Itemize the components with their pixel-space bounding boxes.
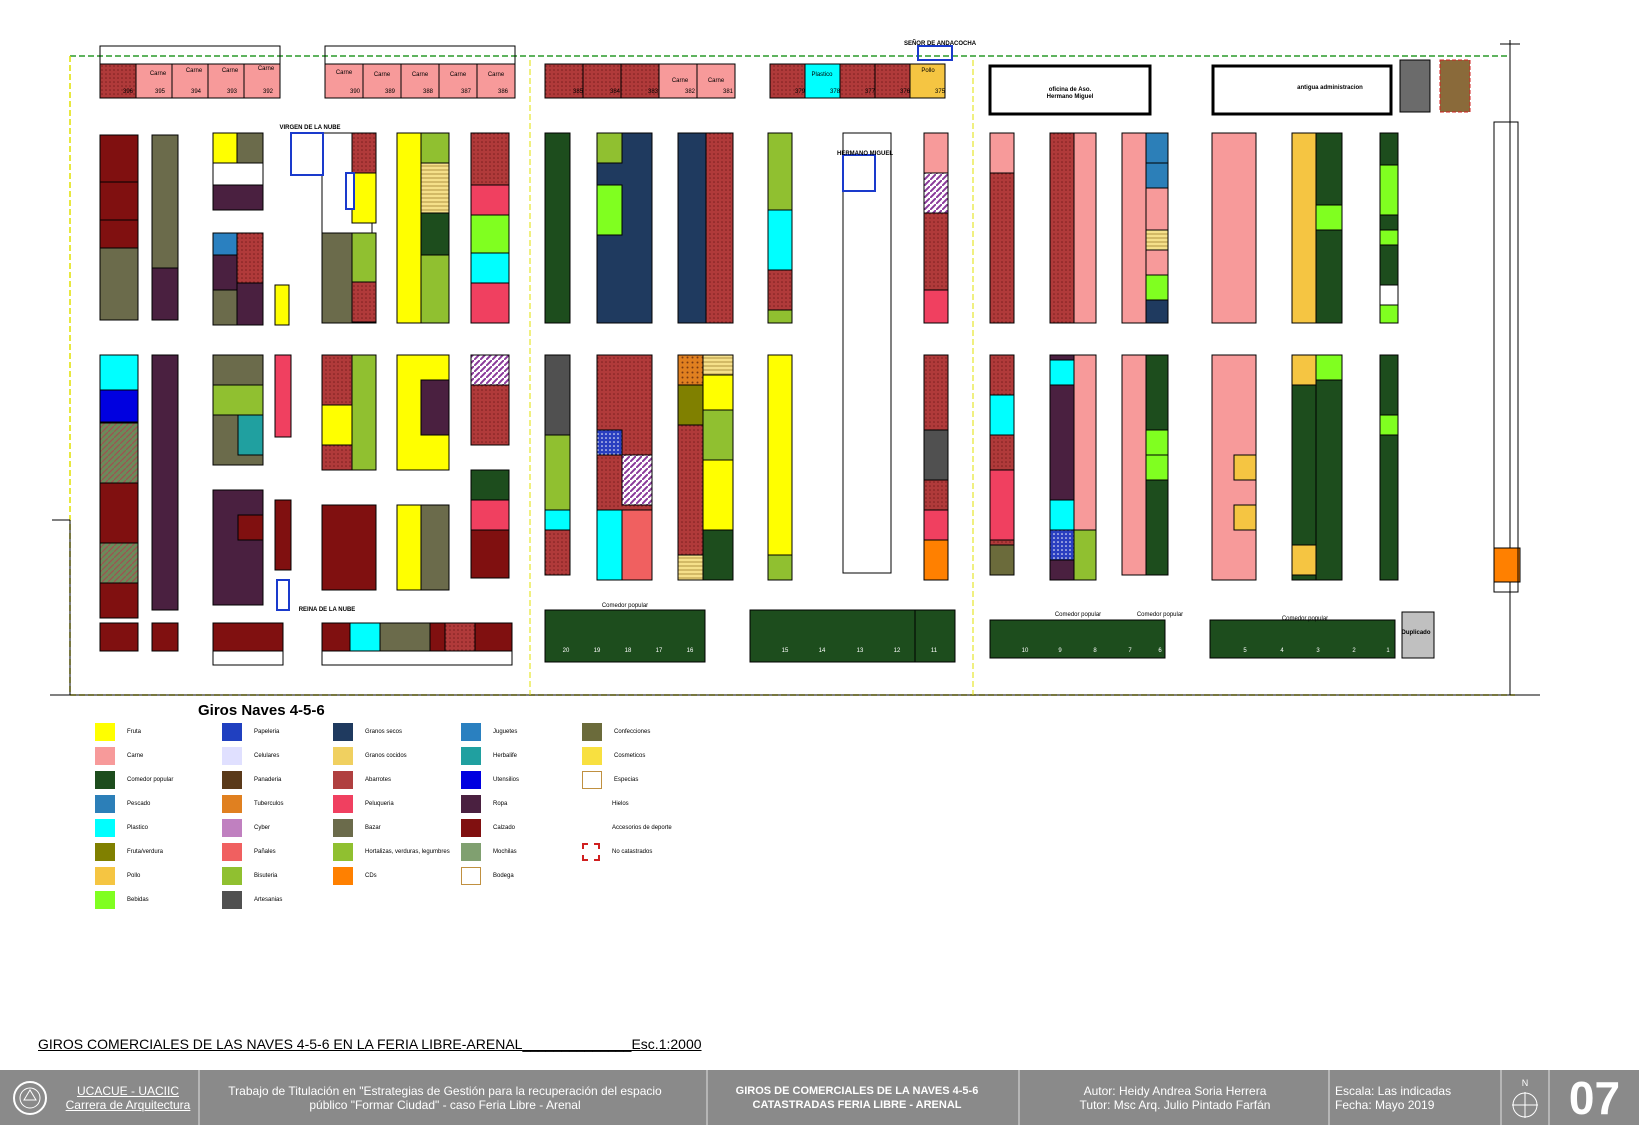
university-link[interactable]: UCACUE - UACIIC — [76, 1083, 179, 1098]
svg-text:376: 376 — [899, 89, 911, 95]
legend-item — [461, 818, 515, 838]
svg-text:375: 375 — [934, 89, 946, 95]
svg-text:SEÑOR DE ANDACOCHA: SEÑOR DE ANDACOCHA — [903, 41, 977, 47]
legend-item — [95, 746, 143, 766]
svg-text:386: 386 — [497, 89, 509, 95]
legend-item — [333, 842, 450, 862]
svg-text:387: 387 — [460, 89, 472, 95]
legend-label: CDs — [365, 873, 377, 879]
legend-item — [461, 722, 517, 742]
legend-label: Cosmeticos — [614, 753, 646, 759]
career-link[interactable]: Carrera de Arquitectura — [65, 1097, 191, 1112]
legend-swatch — [222, 795, 242, 813]
legend-swatch — [95, 723, 115, 741]
legend-label: Juguetes — [493, 729, 518, 735]
svg-text:Plastico: Plastico — [811, 72, 833, 78]
svg-text:Carne: Carne — [449, 72, 467, 78]
svg-text:Carne: Carne — [185, 68, 203, 74]
stall-8: 8 — [1093, 648, 1097, 654]
svg-text:388: 388 — [422, 89, 434, 95]
stall-1: 1 — [1386, 648, 1390, 654]
legend-swatch — [582, 820, 600, 836]
stall-5: 5 — [1243, 648, 1247, 654]
stall-20: 20 — [562, 648, 570, 654]
legend-swatch — [333, 819, 353, 837]
svg-text:382: 382 — [684, 89, 696, 95]
svg-text:Carne: Carne — [373, 72, 391, 78]
legend-label: Ropa — [493, 801, 508, 807]
legend-swatch — [95, 795, 115, 813]
legend-item — [461, 770, 519, 790]
legend-swatch — [95, 891, 115, 909]
svg-text:Hermano Miguel: Hermano Miguel — [1046, 94, 1094, 100]
svg-text:377: 377 — [864, 89, 876, 95]
legend-swatch — [333, 747, 353, 765]
legend-item — [461, 794, 507, 814]
legend-label: Cyber — [254, 825, 271, 831]
authors — [1030, 1070, 1320, 1125]
nave-5-stalls — [545, 133, 955, 662]
legend-label: Carne — [127, 753, 144, 759]
legend-label: Fruta/verdura — [127, 849, 164, 855]
legend-item — [222, 842, 276, 862]
legend-label: Papeleria — [254, 729, 280, 735]
legend-label: Bazar — [365, 825, 381, 831]
svg-text:385: 385 — [572, 89, 584, 95]
legend-item — [582, 770, 638, 790]
legend-label: Bebidas — [127, 897, 149, 903]
svg-text:Carne: Carne — [221, 68, 239, 74]
svg-text:Carne: Carne — [487, 72, 505, 78]
legend-swatch — [333, 723, 353, 741]
stall-18: 18 — [624, 648, 632, 654]
svg-text:394: 394 — [190, 89, 202, 95]
legend-item — [582, 794, 629, 814]
legend-swatch — [222, 843, 242, 861]
stall-9: 9 — [1058, 648, 1062, 654]
svg-text:Carne: Carne — [257, 66, 275, 72]
label-duplicado: Duplicado — [1401, 630, 1431, 636]
north-label: N — [1521, 1077, 1529, 1088]
top-row-stalls — [100, 40, 977, 98]
svg-text:389: 389 — [384, 89, 396, 95]
legend-swatch — [461, 723, 481, 741]
legend-label: Especias — [614, 777, 639, 783]
stall-11: 11 — [930, 648, 938, 654]
legend-swatch — [582, 843, 600, 861]
legend-label: Granos secos — [365, 729, 403, 735]
label-reina: REINA DE LA NUBE — [298, 607, 356, 613]
legend-item — [95, 842, 163, 862]
legend-item — [95, 818, 148, 838]
legend-item — [222, 818, 270, 838]
svg-text:Carne: Carne — [149, 71, 167, 77]
legend-label: Pescado — [127, 801, 151, 807]
legend-item — [95, 866, 140, 886]
stall-17: 17 — [655, 648, 663, 654]
legend-label: Utensilios — [493, 777, 520, 783]
legend-label: Panaderia — [254, 777, 282, 783]
svg-text:Carne: Carne — [411, 72, 429, 78]
legend-item — [461, 746, 517, 766]
legend-label: Bodega — [493, 873, 514, 879]
legend-swatch — [222, 747, 242, 765]
legend-label: Calzado — [493, 825, 516, 831]
legend-swatch — [222, 867, 242, 885]
legend-swatch — [461, 747, 481, 765]
legend-label: Comedor popular — [127, 777, 174, 783]
svg-text:Carne: Carne — [335, 70, 353, 76]
caption-title: GIROS COMERCIALES DE LAS NAVES 4-5-6 EN LA FERIA LIBRE-ARENAL — [38, 1036, 523, 1052]
legend-item — [222, 794, 283, 814]
legend-label: Herbalife — [493, 753, 518, 759]
svg-text:390: 390 — [349, 89, 361, 95]
legend-item — [222, 746, 279, 766]
legend-label: Hortalizas, verduras, legumbres — [365, 849, 450, 855]
legend-swatch — [222, 723, 242, 741]
legend-swatch — [582, 747, 602, 765]
tutor: Tutor: Msc Arq. Julio Pintado Farfán — [1079, 1097, 1271, 1112]
legend-label: Accesorios de deporte — [612, 825, 672, 831]
nave-4-lower-stalls — [100, 355, 512, 665]
legend-swatch — [461, 819, 481, 837]
svg-text:383: 383 — [647, 89, 659, 95]
legend-item — [333, 866, 377, 886]
stall-19: 19 — [593, 648, 601, 654]
nave-6-stalls — [990, 122, 1520, 658]
svg-text:378: 378 — [829, 89, 841, 95]
legend-label: Bisuteria — [254, 873, 278, 879]
svg-text:392: 392 — [262, 89, 274, 95]
legend-swatch — [333, 771, 353, 789]
label-comedor-4: Comedor popular — [1281, 616, 1329, 622]
legend-title: Giros Naves 4-5-6 — [198, 702, 325, 719]
legend-item — [582, 842, 652, 862]
label-hermano: HERMANO MIGUEL — [837, 151, 893, 157]
legend-swatch — [461, 795, 481, 813]
legend-item — [95, 794, 150, 814]
legend-label: Peluqueria — [365, 801, 394, 807]
stall-2: 2 — [1352, 648, 1356, 654]
legend-swatch — [461, 771, 481, 789]
legend-item — [582, 818, 672, 838]
legend-item — [582, 722, 650, 742]
legend-swatch — [461, 867, 481, 885]
date-text: Fecha: Mayo 2019 — [1335, 1097, 1435, 1112]
legend-label: Plastico — [127, 825, 149, 831]
legend-swatch — [582, 796, 600, 812]
stall-16: 16 — [686, 648, 694, 654]
svg-text:393: 393 — [226, 89, 238, 95]
legend-item — [333, 818, 381, 838]
svg-text:395: 395 — [154, 89, 166, 95]
legend-item — [582, 746, 645, 766]
stall-7: 7 — [1128, 648, 1132, 654]
stall-12: 12 — [893, 648, 901, 654]
legend-swatch — [333, 843, 353, 861]
plan-text — [279, 125, 1430, 636]
legend-label: Abarrotes — [365, 777, 392, 783]
author: Autor: Heidy Andrea Soria Herrera — [1083, 1083, 1267, 1098]
legend-item — [333, 746, 407, 766]
svg-text:antigua administracion: antigua administracion — [1297, 85, 1363, 91]
svg-text:Carne: Carne — [671, 78, 689, 84]
legend-swatch — [95, 771, 115, 789]
svg-text:396: 396 — [122, 89, 134, 95]
stall-14: 14 — [818, 648, 826, 654]
svg-text:381: 381 — [722, 89, 734, 95]
legend-item — [95, 890, 149, 910]
legend-label: Granos cocidos — [365, 753, 407, 759]
university-seal-icon — [0, 1070, 60, 1125]
stall-4: 4 — [1280, 648, 1284, 654]
legend-swatch — [333, 867, 353, 885]
label-virgen: VIRGEN DE LA NUBE — [279, 125, 341, 131]
offices — [990, 60, 1470, 114]
svg-text:oficina de Aso.: oficina de Aso. — [1048, 87, 1092, 93]
legend-label: Pollo — [127, 873, 141, 879]
legend-item — [222, 770, 281, 790]
legend-label: Fruta — [127, 729, 142, 735]
legend-label: Celulares — [254, 753, 280, 759]
drawing-caption: GIROS COMERCIALES DE LAS NAVES 4-5-6 EN LA FERIA LIBRE-ARENAL______________Esc.1:2000 — [38, 1036, 702, 1052]
legend-swatch — [95, 867, 115, 885]
svg-text:Carne: Carne — [707, 78, 725, 84]
legend-item — [461, 866, 514, 886]
legend-item — [222, 890, 282, 910]
scale-text: Escala: Las indicadas — [1335, 1083, 1452, 1098]
thesis-title: Trabajo de Titulación en "Estrategias de Gestión para la recuperación del espacio público "Formar Ciudad" - caso Feria Libre - Arenal — [228, 1083, 662, 1112]
university-name — [58, 1070, 198, 1125]
stall-6: 6 — [1158, 648, 1162, 654]
label-comedor-1: Comedor popular — [601, 603, 649, 609]
label-comedor-2: Comedor popular — [1054, 612, 1102, 618]
north-arrow-icon — [1505, 1070, 1545, 1125]
legend-item — [95, 722, 141, 742]
legend-swatch — [333, 795, 353, 813]
legend-swatch — [582, 723, 602, 741]
caption-scale: Esc.1:2000 — [631, 1036, 702, 1052]
title-block — [0, 1070, 1639, 1125]
legend-swatch — [222, 891, 242, 909]
legend-swatch — [222, 819, 242, 837]
nave-4-stalls — [100, 133, 509, 325]
svg-text:Pollo: Pollo — [921, 68, 935, 74]
stall-13: 13 — [856, 648, 864, 654]
legend-item — [333, 722, 402, 742]
sheet-number: 07 — [1568, 1071, 1621, 1124]
legend-item — [222, 722, 279, 742]
legend-swatch — [95, 843, 115, 861]
legend-label: Tuberculos — [254, 801, 284, 807]
legend-swatch — [95, 819, 115, 837]
svg-text:384: 384 — [609, 89, 621, 95]
legend-label: Hielos — [612, 801, 629, 807]
legend-swatch — [222, 771, 242, 789]
legend-label: Confecciones — [614, 729, 651, 735]
legend-item — [222, 866, 277, 886]
legend-item — [95, 770, 173, 790]
legend-swatch — [582, 771, 602, 789]
stall-3: 3 — [1316, 648, 1320, 654]
legend-swatch — [461, 843, 481, 861]
legend-item — [461, 842, 517, 862]
label-comedor-3: Comedor popular — [1136, 612, 1184, 618]
svg-text:379: 379 — [794, 89, 806, 95]
legend-label: Pañales — [254, 849, 276, 855]
sheet-title: GIROS DE COMERCIALES DE LA NAVES 4-5-6 CATASTRADAS FERIA LIBRE - ARENAL — [735, 1084, 979, 1111]
legend-item — [333, 770, 391, 790]
legend-item — [333, 794, 394, 814]
legend-label: Artesanias — [254, 897, 283, 903]
legend-label: No catastrados — [612, 849, 653, 855]
legend-label: Mochilas — [493, 849, 517, 855]
stall-15: 15 — [781, 648, 789, 654]
stall-10: 10 — [1021, 648, 1029, 654]
scale-date — [1335, 1070, 1485, 1125]
legend-swatch — [95, 747, 115, 765]
